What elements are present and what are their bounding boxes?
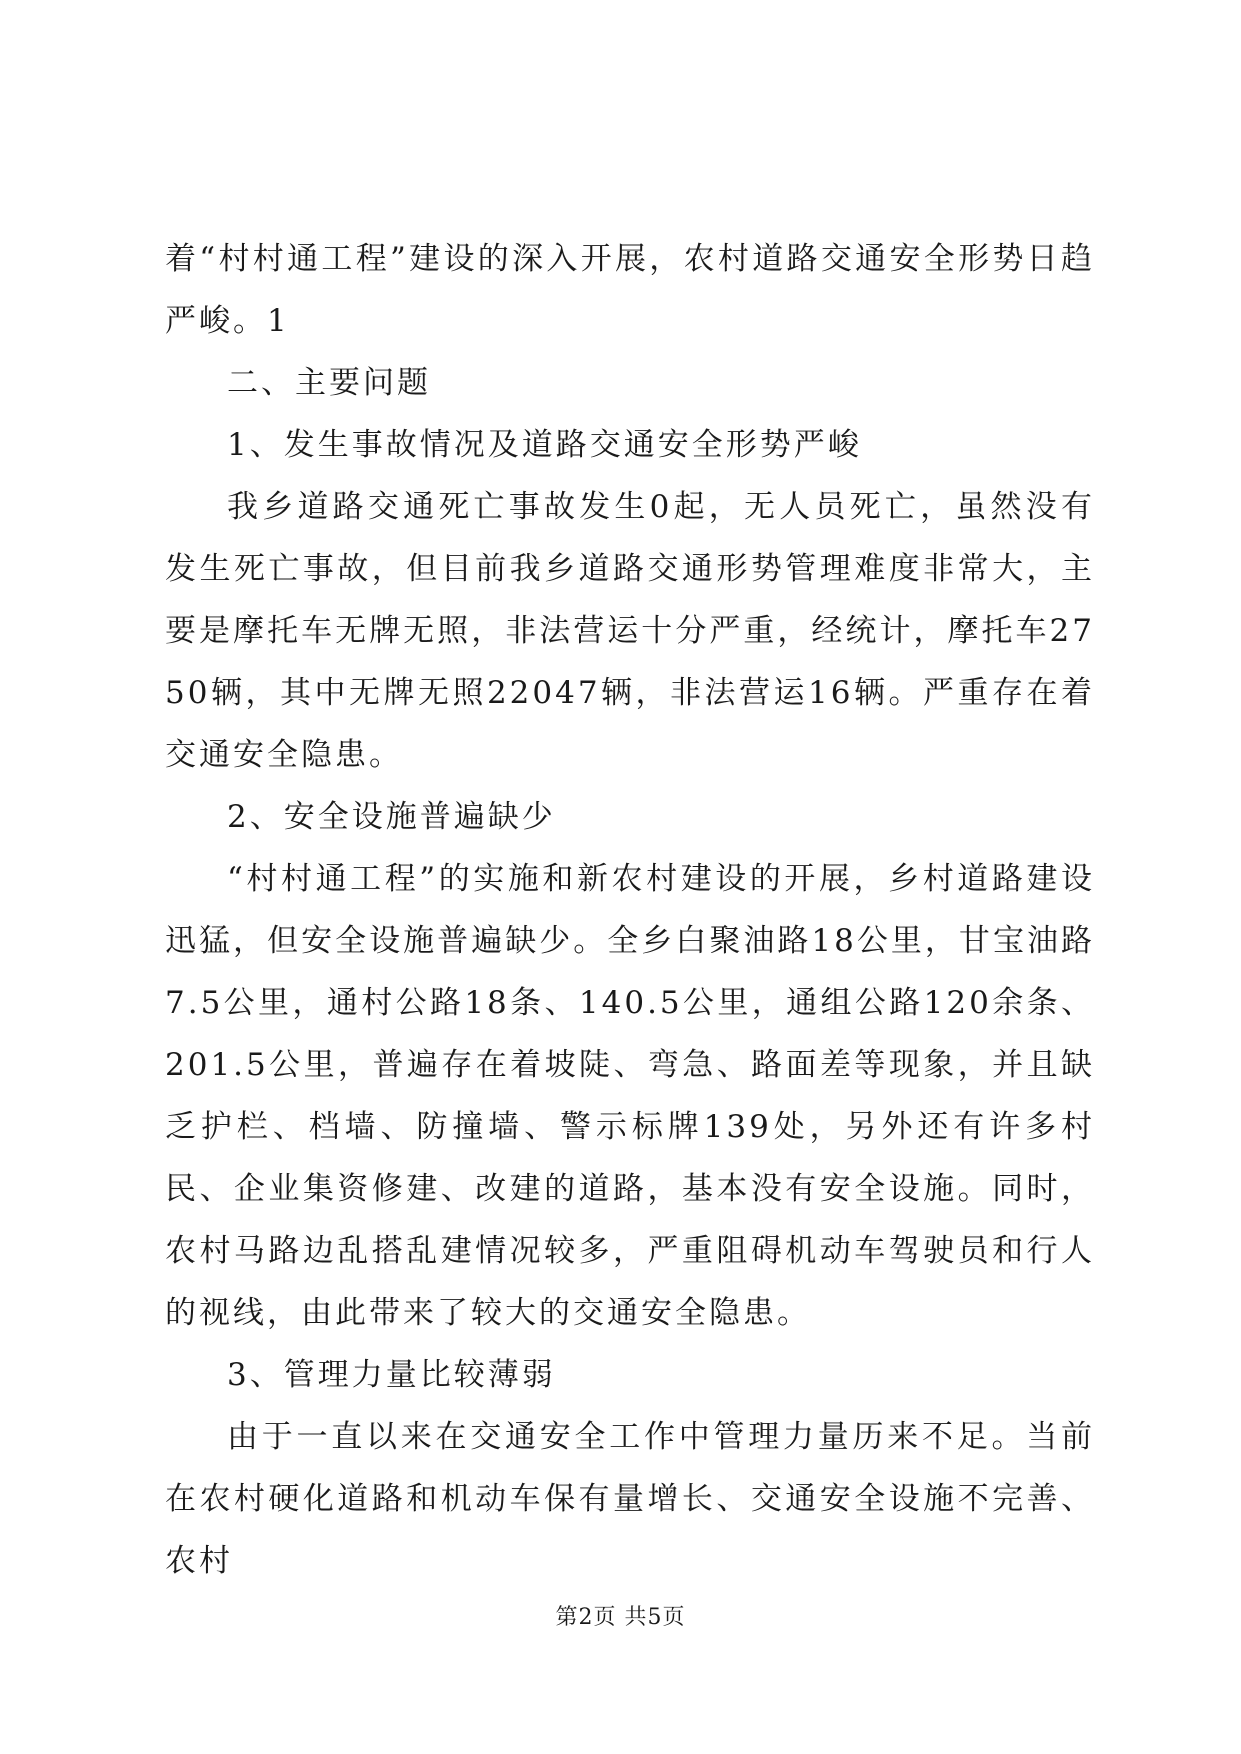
section-heading-main-problems: 二、主要问题 xyxy=(227,365,431,401)
paragraph-continuation: 着“村村通工程”建设的深入开展，农村道路交通安全形势日趋严峻。1 xyxy=(165,241,1095,339)
subheading-safety-facilities: 2、安全设施普遍缺少 xyxy=(227,799,556,835)
document-body xyxy=(165,228,1095,1592)
page-footer: 第2页 共5页 xyxy=(555,1605,686,1630)
subheading-management: 3、管理力量比较薄弱 xyxy=(227,1357,556,1393)
paragraph-management: 由于一直以来在交通安全工作中管理力量历来不足。当前在农村硬化道路和机动车保有量增长、交通安全设施不完善、农村 xyxy=(165,1419,1095,1579)
paragraph-accidents: 我乡道路交通死亡事故发生0起，无人员死亡，虽然没有发生死亡事故，但目前我乡道路交通形势管理难度非常大，主要是摩托车无牌无照，非法营运十分严重，经统计，摩托车2750辆，其中无牌无照22047辆，非法营运16辆。严重存在着交通安全隐患。 xyxy=(165,489,1095,773)
subheading-accidents: 1、发生事故情况及道路交通安全形势严峻 xyxy=(227,427,862,463)
paragraph-safety-facilities: “村村通工程”的实施和新农村建设的开展，乡村道路建设迅猛，但安全设施普遍缺少。全乡白聚油路18公里，甘宝油路7.5公里，通村公路18条、140.5公里，通组公路120余条、201.5公里，普遍存在着坡陡、弯急、路面差等现象，并且缺乏护栏、档墙、防撞墙、警示标牌139处，另外还有许多村民、企业集资修建、改建的道路，基本没有安全设施。同时，农村马路边乱搭乱建情况较多，严重阻碍机动车驾驶员和行人的视线，由此带来了较大的交通安全隐患。 xyxy=(165,861,1095,1331)
